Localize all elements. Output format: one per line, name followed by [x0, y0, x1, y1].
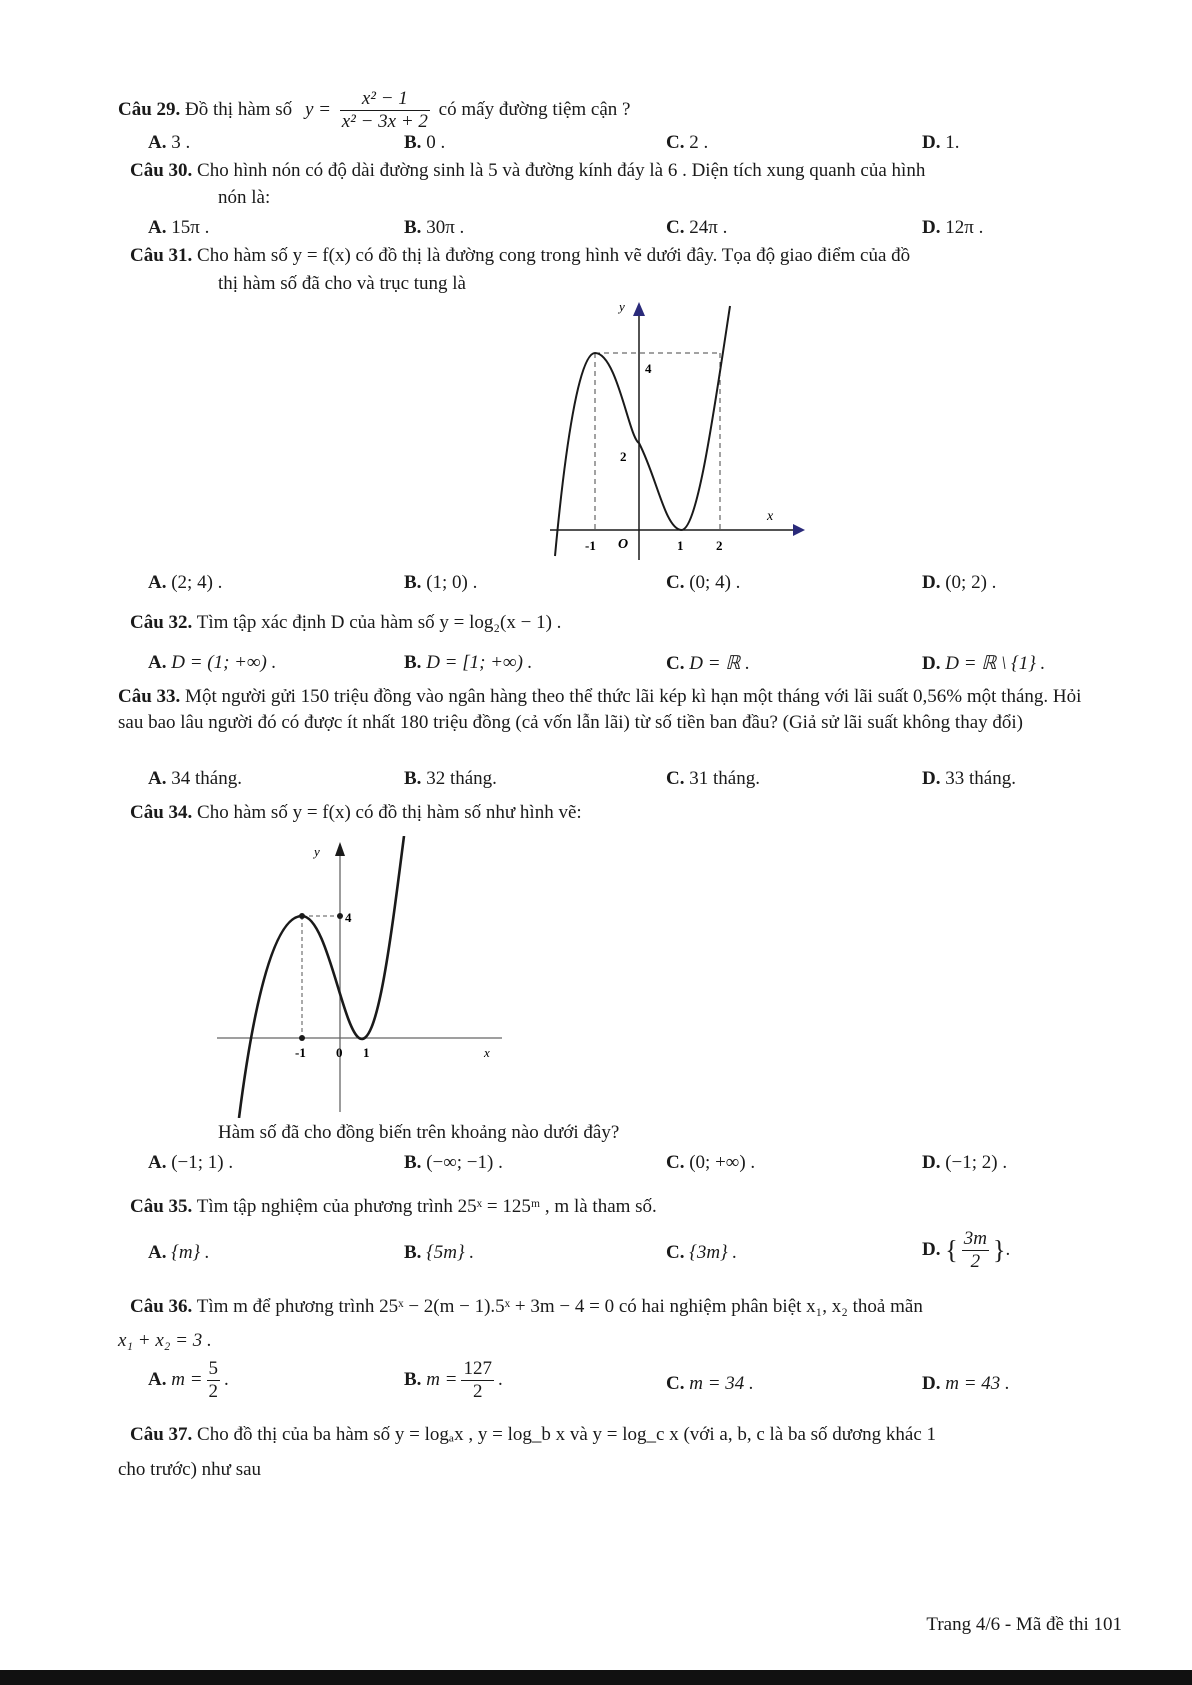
q35-label: Câu 35.: [130, 1196, 193, 1217]
q32-stem: [130, 612, 561, 634]
q31-curve: [555, 306, 730, 556]
q33-opt-a: A. 34 tháng.: [148, 768, 242, 789]
q36-text2: x₁ + x₂ = 3 .: [118, 1330, 212, 1351]
q33-opt-c: C. 31 tháng.: [666, 768, 760, 789]
q31-text: Cho hàm số y = f(x) có đồ thị là đường cong trong hình vẽ dưới đây. Tọa độ giao điểm của đồ: [197, 245, 911, 266]
q34-y-label: y: [314, 844, 320, 859]
q37-label: Câu 37.: [130, 1424, 193, 1445]
q32-opt-d: D. D = ℝ \ {1} .: [922, 653, 1046, 674]
q30-opt-b: B. 30π .: [404, 217, 465, 238]
q31-tick-y2: 2: [620, 449, 627, 464]
q36-opt-d: D. m = 43 .: [922, 1373, 1010, 1394]
q35-opt-d-fraction: $\frac{3m}{2}$: [963, 1228, 987, 1272]
q34-opt-a: A. (−1; 1) .: [148, 1152, 234, 1173]
q29-label: Câu 29.: [118, 98, 181, 120]
q34-opt-b: B. (−∞; −1) .: [404, 1152, 503, 1173]
q31-tick-y4: 4: [645, 361, 652, 376]
q37-text2: cho trước) như sau: [118, 1459, 262, 1480]
q29-yeq: y =: [304, 98, 331, 120]
q29-opt-a: A. 3 .: [148, 132, 191, 153]
q35-opt-a: A. {m} .: [148, 1242, 210, 1263]
q29-opt-d: D. 1.: [922, 132, 960, 153]
q34-label: Câu 34.: [130, 802, 193, 823]
q30-label: Câu 30.: [130, 160, 193, 181]
q33-opt-b: B. 32 tháng.: [404, 768, 497, 789]
q36-opt-c: C. m = 34 .: [666, 1373, 754, 1394]
q36-opt-a: A. m = $\frac{5}{2}$ .: [148, 1358, 229, 1402]
q31-graph: [545, 298, 805, 566]
q32-opt-a: A. D = (1; +∞) .: [148, 652, 277, 673]
q34-tick-point-m1: [299, 1035, 305, 1041]
q33-label: Câu 33.: [118, 686, 181, 707]
q35-opt-d: D. { $\frac{3m}{2}$ }.: [922, 1228, 1011, 1272]
q32-text: Tìm tập xác định D của hàm số y = log₂(x − 1) .: [196, 612, 562, 633]
q34-tick-xm1: -1: [295, 1045, 306, 1060]
q31-origin: O: [618, 537, 629, 552]
q29-numerator: x² − 1: [340, 88, 430, 111]
q34-text: Cho hàm số y = f(x) có đồ thị hàm số như hình vẽ:: [197, 802, 582, 823]
q34-curve: [239, 836, 404, 1118]
q34-sub: Hàm số đã cho đồng biến trên khoảng nào dưới đây?: [218, 1122, 620, 1143]
q29-fraction: [340, 88, 430, 133]
q34-tick-y4: 4: [345, 910, 352, 925]
q34-x-label: x: [484, 1045, 490, 1060]
q29-denominator: x² − 3x + 2: [341, 111, 428, 132]
q36-opt-b-fraction: $\frac{127}{2}$: [463, 1358, 492, 1402]
q31-x-arrow: [793, 524, 805, 536]
q34-opt-c: C. (0; +∞) .: [666, 1152, 756, 1173]
q37-text: Cho đồ thị của ba hàm số y = logₐx , y = log_b x và y = log_c x (với a, b, c là ba số dương khác 1: [197, 1424, 936, 1445]
q31-tick-x1: 1: [677, 538, 684, 553]
page-footer: Trang 4/6 - Mã đề thi 101: [926, 1614, 1122, 1635]
q29-stem: [118, 88, 630, 133]
q35-stem: [130, 1196, 657, 1218]
q33-stem: [118, 684, 1103, 736]
q29-text-b: có mấy đường tiệm cận ?: [438, 98, 631, 120]
q31-opt-a: A. (2; 4) .: [148, 572, 223, 593]
q34-y-arrow: [335, 842, 345, 856]
bottom-edge-bar: [0, 1670, 1192, 1685]
q34-tick-x0: 0: [336, 1045, 343, 1060]
q35-opt-c: C. {3m} .: [666, 1242, 738, 1263]
q31-tick-xm1: -1: [585, 538, 596, 553]
q34-opt-d: D. (−1; 2) .: [922, 1152, 1008, 1173]
q32-opt-b: B. D = [1; +∞) .: [404, 652, 533, 673]
q29-opt-c: C. 2 .: [666, 132, 709, 153]
q30-opt-d: D. 12π .: [922, 217, 984, 238]
q36-stem: [130, 1296, 923, 1318]
q33-text: Một người gửi 150 triệu đồng vào ngân hàng theo thể thức lãi kép kì hạn một tháng với lãi suất 0,56% một tháng. Hỏi sau bao lâu người đó có được ít nhất 180 triệu đồng (cả vốn lẫn lãi) từ số tiền ban đầu? (Giả sử lãi suất không thay đổi): [118, 686, 1082, 733]
q30-text: Cho hình nón có độ dài đường sinh là 5 và đường kính đáy là 6 . Diện tích xung quanh của hình: [197, 160, 926, 181]
q31-y-label: y: [619, 299, 625, 314]
q31-y-arrow: [633, 302, 645, 316]
q32-label: Câu 32.: [130, 612, 193, 633]
q31-label: Câu 31.: [130, 245, 193, 266]
q31-opt-b: B. (1; 0) .: [404, 572, 478, 593]
q31-text2: thị hàm số đã cho và trục tung là: [218, 273, 466, 294]
q31-stem: [130, 245, 910, 267]
q34-stem: [130, 802, 582, 824]
q36-opt-a-fraction: $\frac{5}{2}$: [208, 1358, 219, 1402]
q29-text-a: Đồ thị hàm số: [185, 98, 293, 120]
q36-label: Câu 36.: [130, 1296, 193, 1317]
q30-stem: [130, 160, 925, 182]
q29-opt-b: B. 0 .: [404, 132, 446, 153]
q30-opt-a: A. 15π .: [148, 217, 210, 238]
q35-opt-b: B. {5m} .: [404, 1242, 475, 1263]
q31-opt-c: C. (0; 4) .: [666, 572, 741, 593]
q36-opt-b: B. m = $\frac{127}{2}$ .: [404, 1358, 503, 1402]
q37-stem: [130, 1424, 936, 1446]
q35-text: Tìm tập nghiệm của phương trình 25ˣ = 125ᵐ , m là tham số.: [196, 1196, 657, 1217]
q30-opt-c: C. 24π .: [666, 217, 728, 238]
q34-tick-point-4: [337, 913, 343, 919]
q31-tick-x2: 2: [716, 538, 723, 553]
q30-text2: nón là:: [218, 187, 271, 208]
q32-opt-c: C. D = ℝ .: [666, 653, 750, 674]
q33-opt-d: D. 33 tháng.: [922, 768, 1016, 789]
q31-opt-d: D. (0; 2) .: [922, 572, 997, 593]
q36-text: Tìm m để phương trình 25ˣ − 2(m − 1).5ˣ + 3m − 4 = 0 có hai nghiệm phân biệt x₁, x₂ thoả mãn: [196, 1296, 923, 1317]
q31-x-label: x: [767, 509, 774, 524]
q34-graph: [212, 836, 512, 1118]
q34-tick-x1: 1: [363, 1045, 370, 1060]
